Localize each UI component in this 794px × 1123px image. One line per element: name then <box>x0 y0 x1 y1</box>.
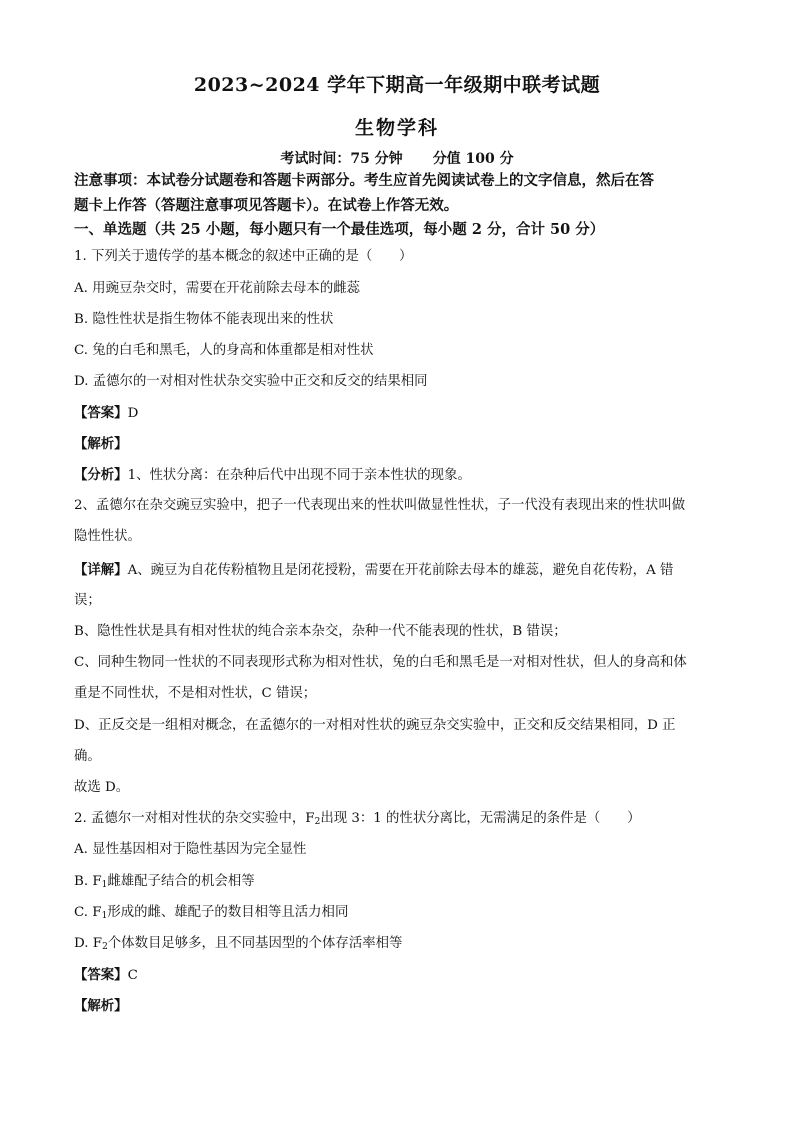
q2-stem-sub: 2 <box>314 817 321 827</box>
fenxi-text: 1、性状分离：在杂种后代中出现不同于亲本性状的现象。 <box>127 468 471 483</box>
q1-answer <box>74 403 734 424</box>
q2-option-c-post: 形成的雌、雄配子的数目相等且活力相同 <box>107 905 349 920</box>
q2-option-c <box>74 903 734 923</box>
q2-option-c-pre: C. F <box>74 905 102 920</box>
q2-option-d-pre: D. F <box>74 936 103 951</box>
q1-fenxi-1 <box>74 465 734 486</box>
q1-detail-c2: 重是不同性状，不是相对性状，C 错误； <box>74 686 317 701</box>
analysis-tag: 【解析】 <box>74 436 128 452</box>
exam-meta <box>0 148 794 168</box>
q1-fenxi-2b: 隐性性状。 <box>74 529 141 544</box>
q1-detail-b: B、隐性性状是具有相对性状的纯合亲本杂交，杂种一代不能表现的性状，B 错误； <box>74 624 567 639</box>
q2-analysis-tag <box>74 996 734 1017</box>
answer-tag: 【答案】 <box>74 405 128 421</box>
q1-option-a: A. 用豌豆杂交时，需要在开花前除去母本的雌蕊 <box>74 281 360 296</box>
subject-title: 生物学科 <box>354 117 439 139</box>
q1-detail-a1 <box>74 560 734 581</box>
q1-detail-c1: C、同种生物同一性状的不同表现形式称为相对性状，兔的白毛和黑毛是一对相对性状，但人的身高和体 <box>74 655 687 670</box>
q1-option-d: D. 孟德尔的一对相对性状杂交实验中正交和反交的结果相同 <box>74 374 428 389</box>
q2-option-c-sub: 1 <box>101 911 108 921</box>
detail-tag: 【详解】 <box>74 562 128 578</box>
q2-stem <box>74 809 734 829</box>
q1-detail-d1: D、正反交是一组相对概念，在孟德尔的一对相对性状的豌豆杂交实验中，正交和反交结果相同，D 正 <box>74 718 676 733</box>
q1-stem: 1. 下列关于遗传学的基本概念的叙述中正确的是（ ） <box>74 249 413 264</box>
q1-analysis-tag <box>74 434 734 455</box>
section-heading: 一、单选题（共 25 小题，每小题只有一个最佳选项，每小题 2 分，合计 50 分） <box>74 221 605 238</box>
q1-option-b: B. 隐性性状是指生物体不能表现出来的性状 <box>74 312 334 327</box>
analysis-tag: 【解析】 <box>74 998 128 1014</box>
q2-option-a: A. 显性基因相对于隐性基因为完全显性 <box>74 842 307 857</box>
exam-title: 2023~2024 学年下期高一年级期中联考试题 <box>193 74 601 96</box>
q2-option-b-sub: 1 <box>101 880 108 890</box>
answer-value: D <box>127 406 139 421</box>
exam-time: 考试时间：75 分钟 <box>280 151 403 167</box>
q2-option-b-pre: B. F <box>74 874 102 889</box>
q1-option-c: C. 兔的白毛和黑毛，人的身高和体重都是相对性状 <box>74 343 374 358</box>
exam-score: 分值 100 分 <box>432 151 514 167</box>
q1-detail-a2: 误； <box>74 593 101 608</box>
q1-conclusion: 故选 D。 <box>74 780 130 795</box>
answer-tag: 【答案】 <box>74 967 128 983</box>
q1-detail-d2: 确。 <box>74 749 101 764</box>
answer-value: C <box>127 968 138 983</box>
q2-option-d <box>74 934 734 954</box>
fenxi-tag: 【分析】 <box>74 467 128 483</box>
notice-line-2: 题卡上作答（答题注意事项见答题卡）。在试卷上作答无效。 <box>74 197 459 214</box>
q2-stem-post: 出现 3：1 的性状分离比，无需满足的条件是（ ） <box>320 811 641 826</box>
q2-option-b <box>74 872 734 892</box>
q2-option-b-post: 雌雄配子结合的机会相等 <box>107 874 255 889</box>
q2-stem-pre: 2. 孟德尔一对相对性状的杂交实验中，F <box>74 811 315 826</box>
q1-fenxi-2a: 2、孟德尔在杂交豌豆实验中，把子一代表现出来的性状叫做显性性状，子一代没有表现出来的性状叫做 <box>74 498 686 513</box>
notice-line-1: 注意事项：本试卷分试题卷和答题卡两部分。考生应首先阅读试卷上的文字信息，然后在答 <box>74 172 654 189</box>
q2-option-d-sub: 2 <box>102 942 108 952</box>
q2-answer <box>74 965 734 986</box>
q2-option-d-post: 个体数目足够多，且不同基因型的个体存活率相等 <box>107 936 403 951</box>
detail-text: A、豌豆为自花传粉植物且是闭花授粉，需要在开花前除去母本的雄蕊，避免自花传粉，A 错 <box>127 563 674 578</box>
